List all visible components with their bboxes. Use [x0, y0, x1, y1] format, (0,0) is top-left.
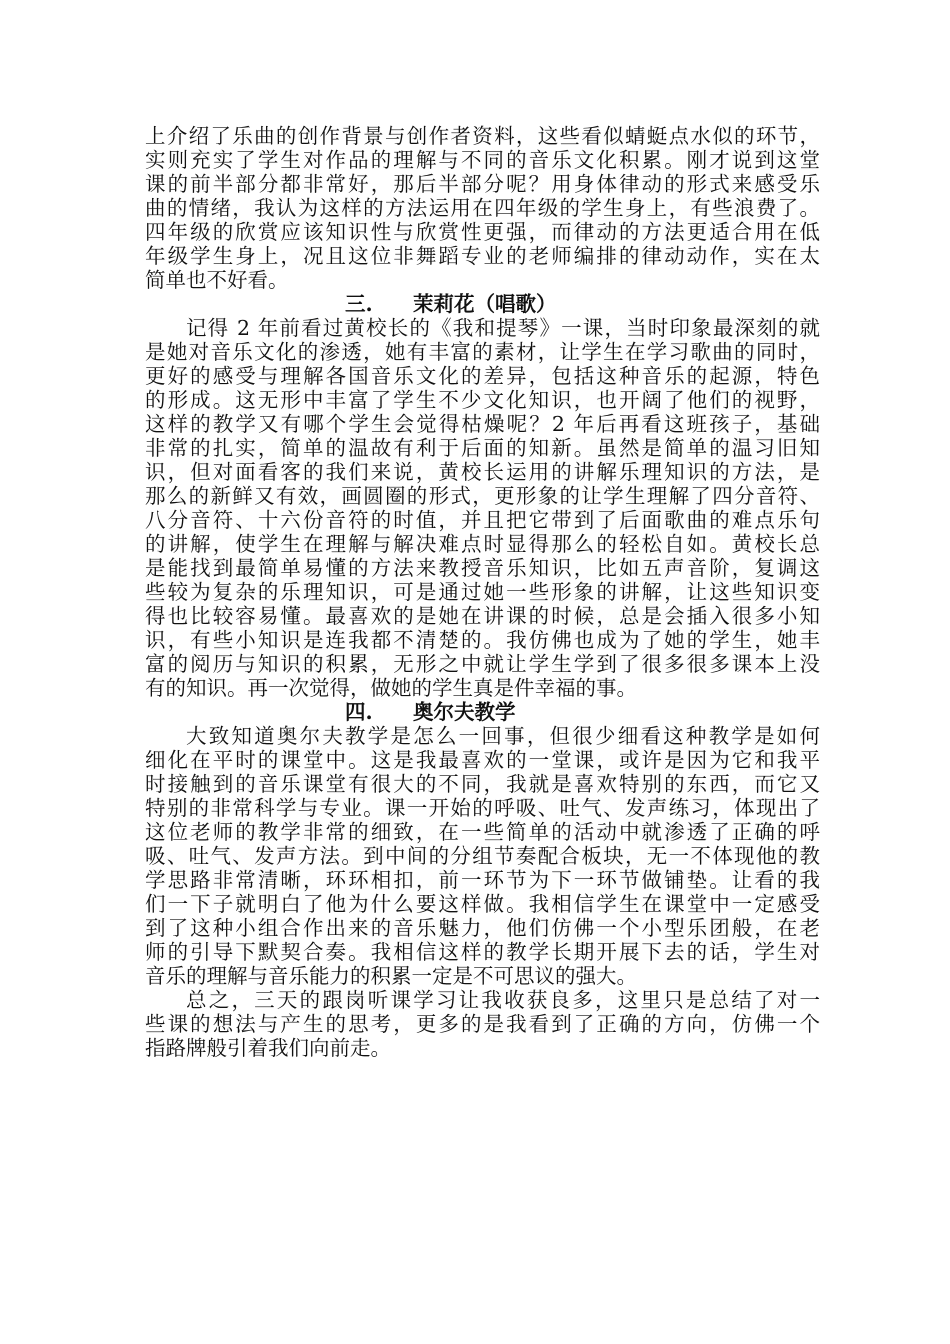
text-line: 富的阅历与知识的积累，无形之中就让学生学到了很多很多课本上没 [145, 652, 820, 676]
paragraph-1 [145, 124, 820, 292]
text-line: 曲的情绪，我认为这样的方法运用在四年级的学生身上，有些浪费了。 [145, 196, 820, 220]
section-number: 三. [345, 292, 373, 316]
text-line: 是她对音乐文化的渗透，她有丰富的素材，让学生在学习歌曲的同时， [145, 340, 820, 364]
text-line: 上介绍了乐曲的创作背景与创作者资料，这些看似蜻蜓点水似的环节， [145, 124, 820, 148]
section-heading-4 [145, 700, 820, 724]
text-line: 记得 2 年前看过黄校长的《我和提琴》一课，当时印象最深刻的就 [186, 316, 820, 340]
text-line: 非常的扎实，简单的温故有利于后面的知新。虽然是简单的温习旧知 [145, 436, 820, 460]
text-line: 识，有些小知识是连我都不清楚的。我仿佛也成为了她的学生，她丰 [145, 628, 820, 652]
text-line: 八分音符、十六份音符的时值，并且把它带到了后面歌曲的难点乐句 [145, 508, 820, 532]
paragraph-2 [145, 316, 820, 700]
text-line: 吸、吐气、发声方法。到中间的分组节奏配合板块，无一不体现他的教 [145, 844, 820, 868]
text-line: 们一下子就明白了他为什么要这样做。我相信学生在课堂中一定感受 [145, 892, 820, 916]
text-line: 学思路非常清晰，环环相扣，前一环节为下一环节做铺垫。让看的我 [145, 868, 820, 892]
text-line: 更好的感受与理解各国音乐文化的差异，包括这种音乐的起源，特色 [145, 364, 820, 388]
text-line: 有的知识。再一次觉得，做她的学生真是件幸福的事。 [145, 676, 637, 700]
text-line: 四年级的欣赏应该知识性与欣赏性更强，而律动的方法更适合用在低 [145, 220, 820, 244]
text-line: 到了这种小组合作出来的音乐魅力，他们仿佛一个小型乐团般，在老 [145, 916, 820, 940]
text-line: 总之，三天的跟岗听课学习让我收获良多，这里只是总结了对一 [186, 988, 820, 1012]
text-line: 识，但对面看客的我们来说，黄校长运用的讲解乐理知识的方法，是 [145, 460, 820, 484]
text-line: 时接触到的音乐课堂有很大的不同，我就是喜欢特别的东西，而它又 [145, 772, 820, 796]
section-title: 奥尔夫教学 [413, 700, 516, 724]
document-page [145, 124, 820, 1060]
text-line: 这位老师的教学非常的细致，在一些简单的活动中就渗透了正确的呼 [145, 820, 820, 844]
text-line: 音乐的理解与音乐能力的积累一定是不可思议的强大。 [145, 964, 637, 988]
section-heading-3 [145, 292, 820, 316]
paragraph-3 [145, 724, 820, 988]
text-line: 细化在平时的课堂中。这是我最喜欢的一堂课，或许是因为它和我平 [145, 748, 820, 772]
text-line: 的形成。这无形中丰富了学生不少文化知识，也开阔了他们的视野， [145, 388, 820, 412]
text-line: 课的前半部分都非常好，那后半部分呢？用身体律动的形式来感受乐 [145, 172, 820, 196]
text-line: 指路牌般引着我们向前走。 [145, 1036, 391, 1060]
text-line: 的讲解，使学生在理解与解决难点时显得那么的轻松自如。黄校长总 [145, 532, 820, 556]
text-line: 得也比较容易懂。最喜欢的是她在讲课的时候，总是会插入很多小知 [145, 604, 820, 628]
text-line: 这样的教学又有哪个学生会觉得枯燥呢？2 年后再看这班孩子，基础 [145, 412, 820, 436]
text-line: 大致知道奥尔夫教学是怎么一回事，但很少细看这种教学是如何 [186, 724, 820, 748]
text-line: 是能找到最简单易懂的方法来教授音乐知识，比如五声音阶，复调这 [145, 556, 820, 580]
text-line: 实则充实了学生对作品的理解与不同的音乐文化积累。刚才说到这堂 [145, 148, 820, 172]
paragraph-4 [145, 988, 820, 1060]
section-number: 四. [345, 700, 373, 724]
text-line: 师的引导下默契合奏。我相信这样的教学长期开展下去的话，学生对 [145, 940, 820, 964]
text-line: 简单也不好看。 [145, 268, 289, 292]
text-line: 些较为复杂的乐理知识，可是通过她一些形象的讲解，让这些知识变 [145, 580, 820, 604]
text-line: 特别的非常科学与专业。课一开始的呼吸、吐气、发声练习，体现出了 [145, 796, 820, 820]
section-title: 茉莉花（唱歌） [413, 292, 557, 316]
text-line: 些课的想法与产生的思考，更多的是我看到了正确的方向，仿佛一个 [145, 1012, 820, 1036]
text-line: 那么的新鲜又有效，画圆圈的形式，更形象的让学生理解了四分音符、 [145, 484, 820, 508]
text-line: 年级学生身上，况且这位非舞蹈专业的老师编排的律动动作，实在太 [145, 244, 820, 268]
